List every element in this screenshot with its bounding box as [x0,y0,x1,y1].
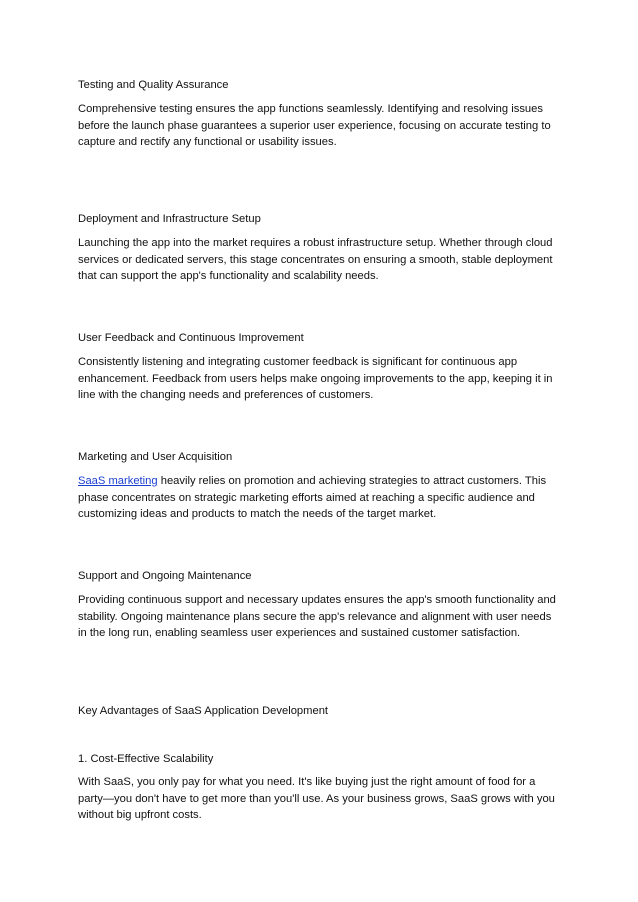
section-body-support: Providing continuous support and necessary updates ensures the app's smooth functionality and stability. Ongoing maintenance plans secure the app's relevance and alignment with user needs in the long run, enabling seamless user experiences and sustained customer satisfaction. [78,594,556,640]
saas-marketing-link[interactable]: SaaS marketing [78,475,158,487]
section-body-deployment: Launching the app into the market requires a robust infrastructure setup. Whether through cloud services or dedicated servers, this stage concentrates on ensuring a smooth, stable deployment that can support the app's functionality and scalability needs. [78,237,553,283]
section-body-scalability: With SaaS, you only pay for what you need. It's like buying just the right amount of food for a party—you don't have to get more than you'll use. As your business grows, SaaS grows with you without big upfront costs. [78,776,555,822]
section-body-testing: Comprehensive testing ensures the app functions seamlessly. Identifying and resolving issues before the launch phase guarantees a superior user experience, focusing on accurate testing to capture and rectify any functional or usability issues. [78,103,551,149]
section-body-marketing-text: heavily relies on promotion and achieving strategies to attract customers. This phase concentrates on strategic marketing efforts aimed at reaching a specific audience and customizing ideas and products to match the needs of the target market. [78,475,547,521]
section-heading-support: Support and Ongoing Maintenance [78,570,252,582]
section-heading-advantages: Key Advantages of SaaS Application Development [78,705,329,717]
section-heading-feedback: User Feedback and Continuous Improvement [78,332,304,344]
section-body-feedback: Consistently listening and integrating customer feedback is significant for continuous app enhancement. Feedback from users helps make ongoing improvements to the app, keeping it in line with the changing needs and preferences of customers. [78,356,553,402]
section-heading-marketing: Marketing and User Acquisition [78,451,233,463]
section-heading-deployment: Deployment and Infrastructure Setup [78,213,261,225]
section-heading-scalability: 1. Cost-Effective Scalability [78,753,214,765]
section-heading-testing: Testing and Quality Assurance [78,79,229,91]
section-body-marketing [78,473,560,523]
